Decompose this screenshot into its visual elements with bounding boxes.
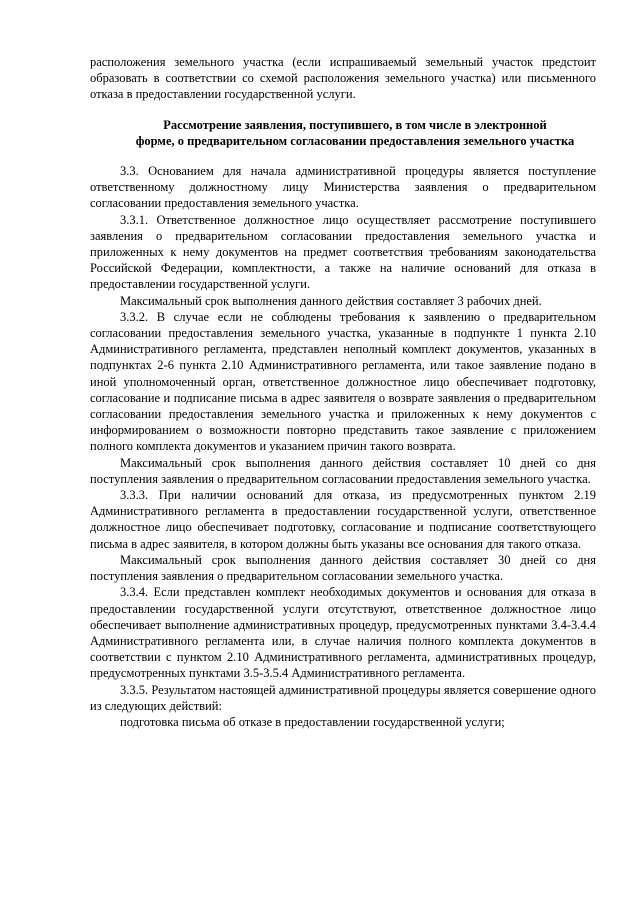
paragraph-deadline-10-days: Максимальный срок выполнения данного действия составляет 10 дней со дня поступления заявления о предварительном согласовании предоставления земельного участка. <box>90 455 596 486</box>
section-heading <box>90 117 596 149</box>
paragraph-3-3-1: 3.3.1. Ответственное должностное лицо осуществляет рассмотрение поступившего заявления о предварительном согласовании предоставления земельного участка и приложенных к нему документов на предмет соответствия требованиям законодательства Российской Федерации, комплектности, а также на наличие оснований для отказа в предоставлении государственной услуги. <box>90 212 596 292</box>
section-heading-line-2: форме, о предварительном согласовании предоставления земельного участка <box>135 133 575 148</box>
paragraph-3-3-5: 3.3.5. Результатом настоящей административной процедуры является совершение одного из следующих действий: <box>90 682 596 713</box>
section-heading-line-1: Рассмотрение заявления, поступившего, в том числе в электронной <box>163 117 547 132</box>
paragraph-continuation: расположения земельного участка (если испрашиваемый земельный участок предстоит образовать в соответствии со схемой расположения земельного участка) или письменного отказа в предоставлении государственной услуги. <box>90 55 596 102</box>
paragraph-deadline-30-days: Максимальный срок выполнения данного действия составляет 30 дней со дня поступления заявления о предварительном согласовании земельного участка. <box>90 552 596 584</box>
paragraph-3-3-4: 3.3.4. Если представлен комплект необходимых документов и основания для отказа в предоставлении государственной услуги отсутствуют, ответственное должностное лицо обеспечивает выполнение административных процедур, предусмотренных пунктами 3.4-3.4.4 Административного регламента или, в случае наличия полного комплекта документов в соответствии с пунктом 2.10 Административного регламента, административных процедур, предусмотренных пунктами 3.5-3.5.4 Административного регламента. <box>90 585 596 681</box>
paragraph-deadline-3-days: Максимальный срок выполнения данного действия составляет 3 рабочих дней. <box>120 293 542 308</box>
paragraph-3-3-3: 3.3.3. При наличии оснований для отказа, из предусмотренных пунктом 2.19 Административного регламента в предоставлении государственной услуги, ответственное должностное лицо обеспечивает подготовку, согласование и подписание соответствующего письма в адрес заявителя, в котором должны быть указаны все основания для такого отказа. <box>90 488 596 551</box>
paragraph-list-item-refusal-letter: подготовка письма об отказе в предоставлении государственной услуги; <box>120 714 505 729</box>
paragraph-3-3: 3.3. Основанием для начала административной процедуры является поступление ответственному должностному лицу Министерства заявления о предварительном согласовании предоставления земельного участка. <box>90 164 596 211</box>
paragraph-3-3-2: 3.3.2. В случае если не соблюдены требования к заявлению о предварительном согласовании предоставления земельного участка, указанные в подпункте 1 пункта 2.10 Административного регламента, представлен неполный комплект документов, указанных в подпунктах 2-6 пункта 2.10 Административного регламента, или такое заявление подано в иной уполномоченный орган, ответственное должностное лицо обеспечивает подготовку, согласование и подписание письма в адрес заявителя о возврате заявления о предварительном согласовании предоставления земельного участка и приложенных к нему документов с информированием о возможности повторно представить такое заявление с приложением полного комплекта документов и указанием причин такого возврата. <box>90 309 596 454</box>
document-page <box>90 54 596 730</box>
